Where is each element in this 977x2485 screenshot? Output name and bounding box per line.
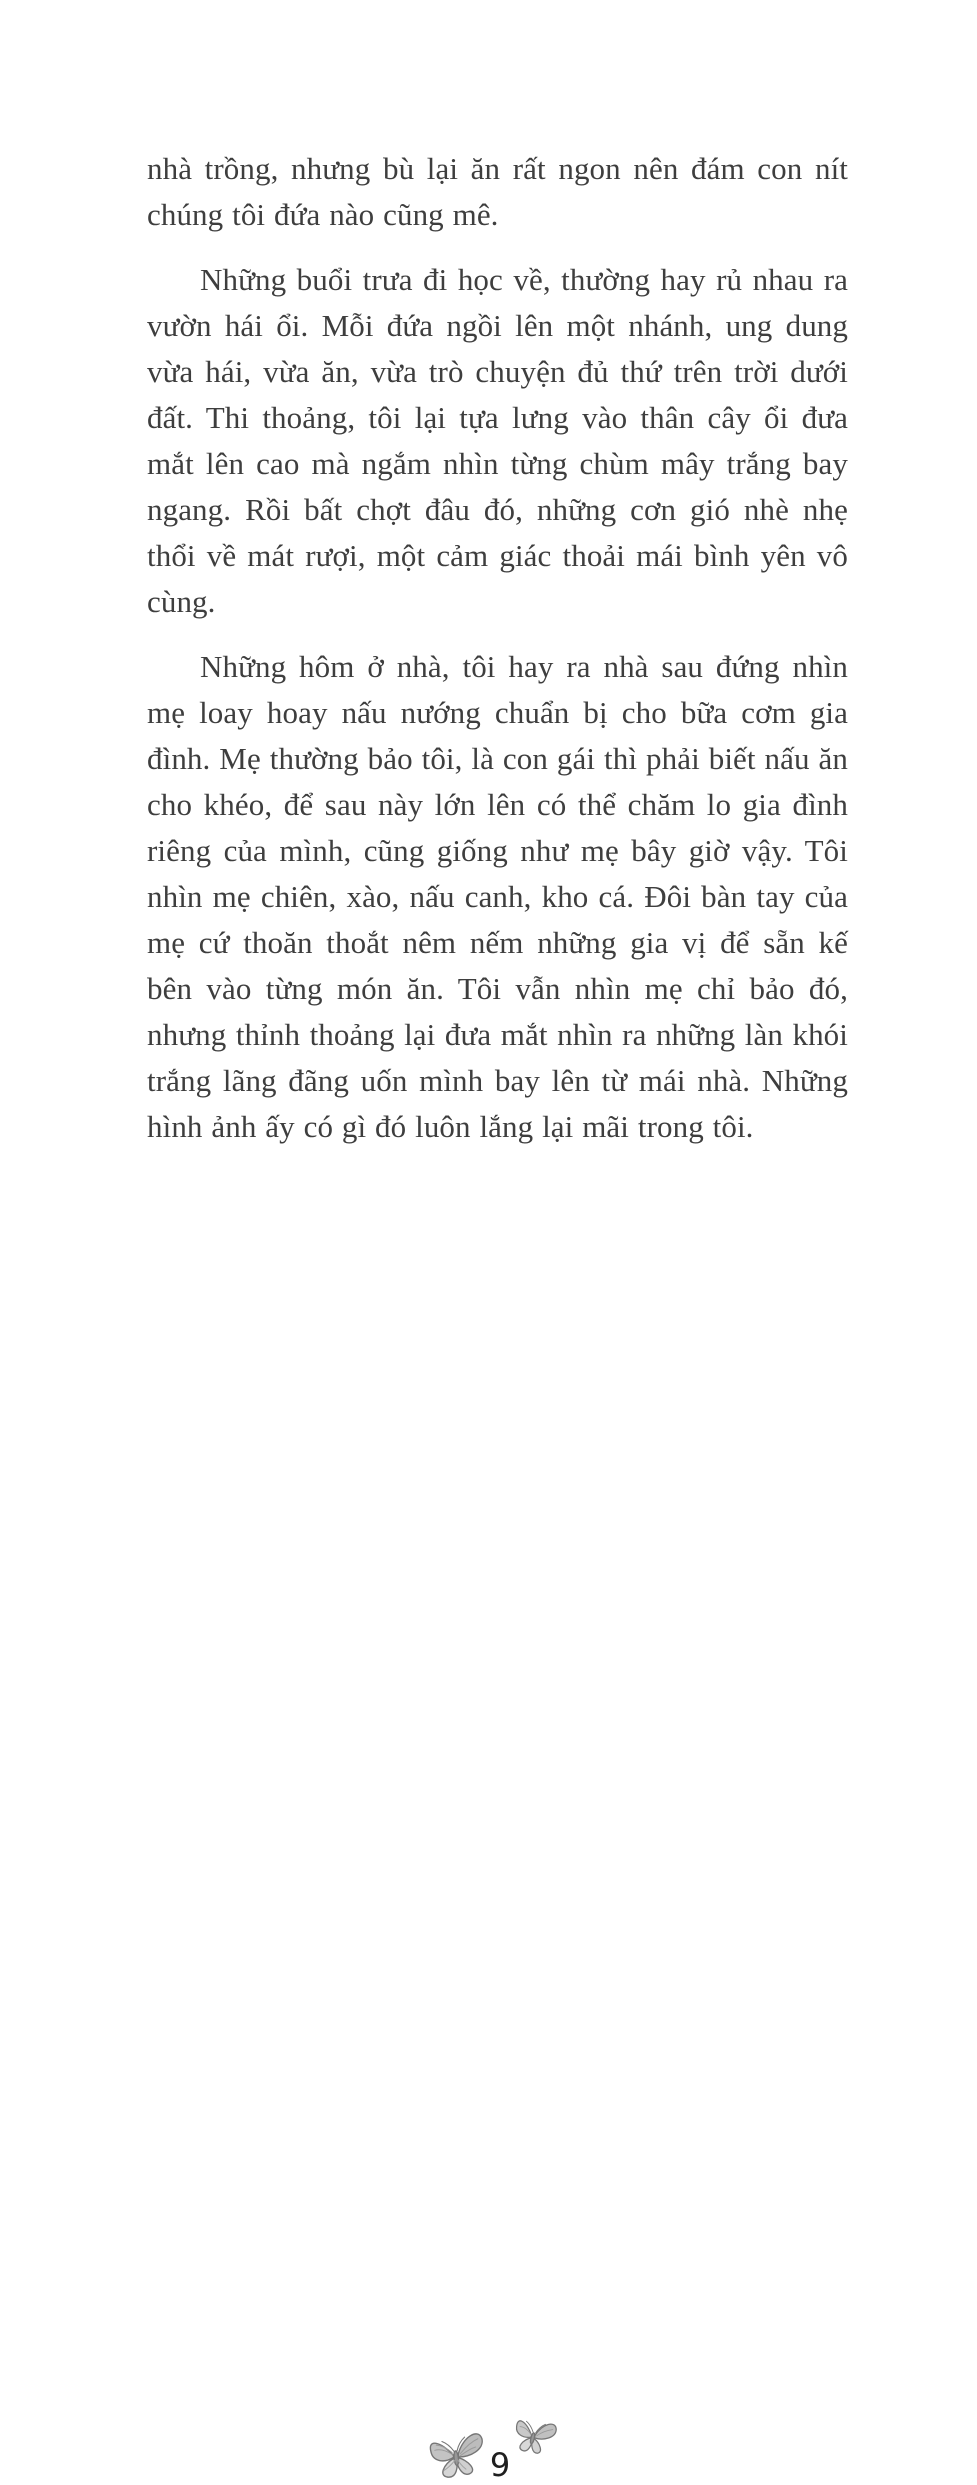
paragraph: Những buổi trưa đi học về, thường hay rủ nhau ra vườn hái ổi. Mỗi đứa ngồi lên một nhánh, ung dung vừa hái, vừa ăn, vừa trò chuyện đủ thứ trên trời dưới đất. Thi thoảng, tôi lại tựa lưng vào thân cây ổi đưa mắt lên cao mà ngắm nhìn từng chùm mây trắng bay ngang. Rồi bất chợt đâu đó, những cơn gió nhè nhẹ thổi về mát rượi, một cảm giác thoải mái bình yên vô cùng. <box>147 262 848 619</box>
text-block <box>147 146 848 1169</box>
paragraph: Những hôm ở nhà, tôi hay ra nhà sau đứng nhìn mẹ loay hoay nấu nướng chuẩn bị cho bữa cơm gia đình. Mẹ thường bảo tôi, là con gái thì phải biết nấu ăn cho khéo, để sau này lớn lên có thể chăm lo gia đình riêng của mình, cũng giống như mẹ bây giờ vậy. Tôi nhìn mẹ chiên, xào, nấu canh, kho cá. Đôi bàn tay của mẹ cứ thoăn thoắt nêm nếm những gia vị để sẵn kế bên vào từng món ăn. Tôi vẫn nhìn mẹ chỉ bảo đó, nhưng thỉnh thoảng lại đưa mắt nhìn ra những làn khói trắng lãng đãng uốn mình bay lên từ mái nhà. Những hình ảnh ấy có gì đó luôn lắng lại mãi trong tôi. <box>147 649 848 1144</box>
paragraph: nhà trồng, nhưng bù lại ăn rất ngon nên đám con nít chúng tôi đứa nào cũng mê. <box>147 151 848 232</box>
page-number: 9 <box>489 2446 511 2484</box>
butterfly-left-icon <box>424 2417 490 2485</box>
page-footer <box>0 1200 977 2484</box>
